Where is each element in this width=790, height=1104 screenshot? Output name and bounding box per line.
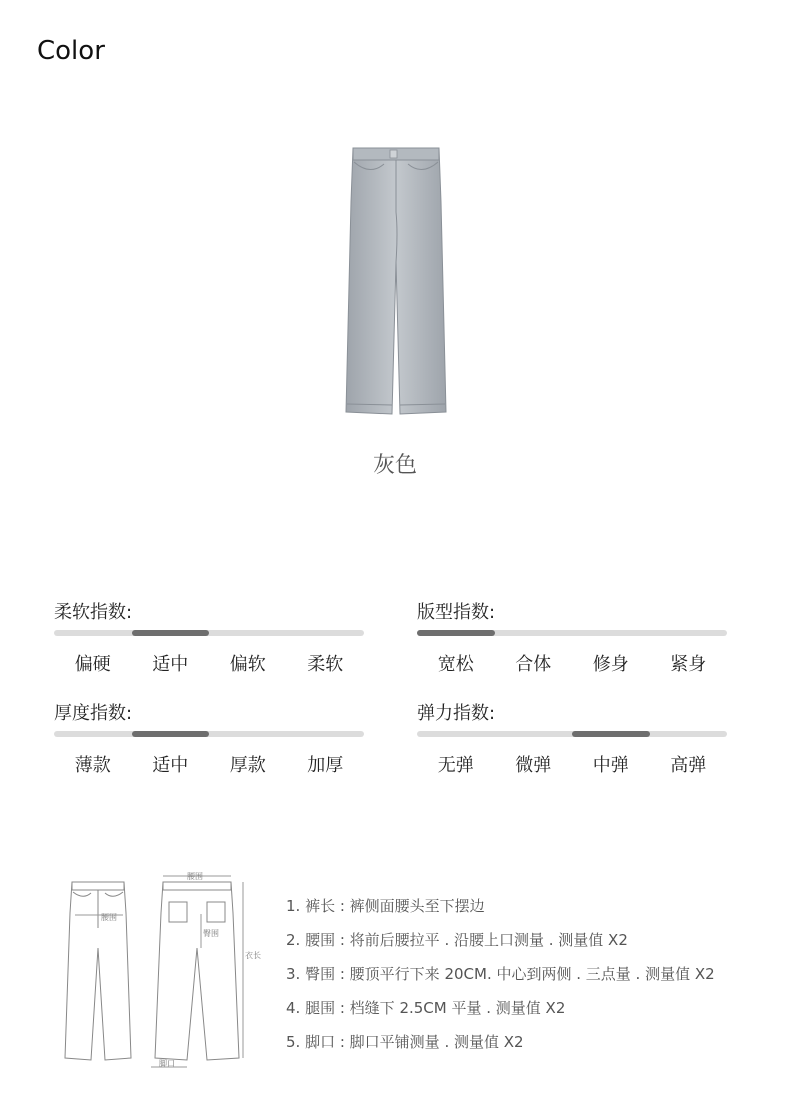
measurement-note: 5. 脚口 : 脚口平铺测量 . 测量值 X2 xyxy=(286,1033,524,1051)
index-bar-marker xyxy=(132,630,210,636)
fit-index xyxy=(417,598,727,676)
index-option: 厚款 xyxy=(229,755,266,776)
color-name: 灰色 xyxy=(372,453,417,478)
index-option: 加厚 xyxy=(307,755,344,776)
thickness-index xyxy=(54,699,364,777)
index-option: 柔软 xyxy=(307,654,344,675)
index-option: 高弹 xyxy=(670,755,707,776)
index-option: 无弹 xyxy=(437,755,474,776)
index-label: 弹力指数: xyxy=(417,703,496,724)
index-option: 紧身 xyxy=(670,654,707,675)
index-label: 厚度指数: xyxy=(54,703,133,724)
measurement-note: 2. 腰围 : 将前后腰拉平 . 沿腰上口测量 . 测量值 X2 xyxy=(286,931,628,949)
index-bar xyxy=(417,630,727,636)
index-option: 修身 xyxy=(592,654,629,675)
measurement-note: 1. 裤长 : 裤侧面腰头至下摆边 xyxy=(286,897,485,915)
index-option: 偏硬 xyxy=(74,654,111,675)
diagram-label-hip: 臀围 xyxy=(203,929,219,938)
index-option: 适中 xyxy=(152,654,189,675)
diagram-label-hem: 脚口 xyxy=(159,1059,175,1068)
index-bar-marker xyxy=(132,731,210,737)
measurement-notes xyxy=(286,895,715,1065)
diagram-label-waist-top: 腰围 xyxy=(187,872,203,881)
index-bar-marker xyxy=(572,731,650,737)
index-bar xyxy=(417,731,727,737)
product-image-jeans xyxy=(340,142,452,424)
index-option: 合体 xyxy=(515,654,552,675)
index-option: 薄款 xyxy=(74,755,111,776)
measurement-diagram xyxy=(55,868,270,1073)
index-option: 宽松 xyxy=(437,654,474,675)
measurement-note: 3. 臀围 : 腰顶平行下来 20CM. 中心到两侧 . 三点量 . 测量值 X2 xyxy=(286,965,715,983)
elasticity-index xyxy=(417,699,727,777)
index-label: 版型指数: xyxy=(417,602,496,623)
index-bar xyxy=(54,630,364,636)
softness-index xyxy=(54,598,364,676)
index-bar-marker xyxy=(417,630,495,636)
index-option: 适中 xyxy=(152,755,189,776)
index-label: 柔软指数: xyxy=(54,602,133,623)
diagram-label-waist-side: 腰围 xyxy=(101,913,117,922)
index-option: 中弹 xyxy=(592,755,629,776)
index-option: 偏软 xyxy=(229,654,266,675)
measurement-note: 4. 腿围 : 档缝下 2.5CM 平量 . 测量值 X2 xyxy=(286,999,566,1017)
diagram-label-length: 衣长 xyxy=(245,951,261,960)
section-title: Color xyxy=(37,36,105,66)
index-option: 微弹 xyxy=(515,755,552,776)
index-bar xyxy=(54,731,364,737)
